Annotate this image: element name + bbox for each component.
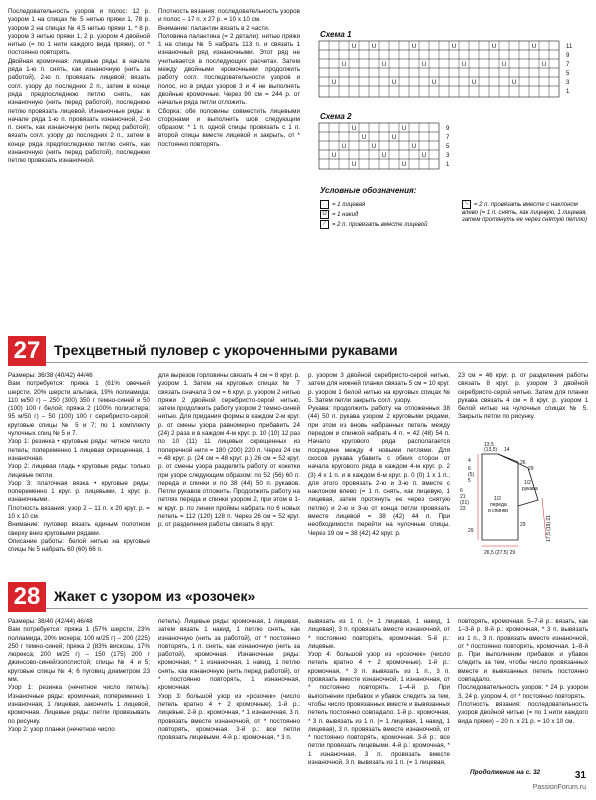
schematic-label: 4: [468, 458, 471, 464]
svg-text:U: U: [511, 80, 517, 86]
yarn-over-symbol-icon: U: [320, 210, 329, 219]
svg-text:U: U: [471, 80, 477, 86]
schema-1-row-label: 1: [566, 89, 570, 95]
schematic-label: 23: [460, 506, 466, 512]
schema-2-row-label: 3: [446, 153, 450, 159]
legend-k2tog: ⟋ = 2 п. провязать вместе лицевой: [320, 220, 460, 230]
svg-text:U: U: [401, 162, 407, 168]
continued-note: Продолжение на с. 32: [470, 769, 541, 776]
svg-text:U: U: [381, 62, 387, 68]
legend-knit: = 1 лицевая: [320, 200, 450, 210]
svg-text:U: U: [371, 144, 377, 150]
text-column-1-mid: Размеры: 36/38 (40/42) 44/46 Вам потребуется: пряжа 1 (61% овечьей шерсти, 20% шерсти альпака, 19% полиамида; 110 м/50 г) – 250 (300) 350 г темно-синей и 50 (100) 100 г белой; пряжа 2 (100% полиэстера; 95 м/50 г) – 50 (100) 100 г серебристо-серой; круговые спицы № 5 и 7; по 1 комплекту чулочных спиц № 5 и 7. Узор 1: резинка • круговые ряды: четное число петель; попеременно 1 лицевая скрещенная, 1 изнаночная. Узор 2: лицевая гладь • круговые ряды: только лицевые петли. Узор 3: платочная вязка • круговые ряды: попеременно 1 круг. р. лицевыми, 1 круг. р. изнаночными. Плотность вязания: узор 2 – 11 п. х 20 круг. р. = 10 х 10 см. Внимание: пуловер вязать единым полотном сверху вниз круговыми рядами. Описание работы: белой нитью на круговые спицы № 5 набрать 60 (60) 66 п.: [8, 372, 150, 554]
svg-text:U: U: [431, 80, 437, 86]
legend-ssk: ⟍ = 2 п. провязать вместе с наклоном влево (= 1 п. снять, как лицевую, 1 лицевая, затем протянуть ее через снятую петлю): [462, 201, 588, 224]
svg-text:U: U: [351, 162, 357, 168]
svg-text:U: U: [341, 62, 347, 68]
ssk-symbol-icon: ⟍: [462, 200, 471, 209]
schema-1-row-label: 5: [566, 71, 570, 77]
schematic-label: 1/2: [494, 496, 501, 502]
section-28-banner: [8, 582, 588, 612]
schematic-label: 29: [520, 522, 526, 528]
schematic-label: 29: [468, 528, 474, 534]
text-column-2-mid: для вырезов горловины связать 4 см = 8 круг. р. узором 1. Затем на круговых спицах № 7 связать сначала 3 см = 6 круг. р. узором 2 нитью пряжи 2 двойной серебристо-серой нитью, затем продолжить работу узором 2 темно-синей нитью. Для придания формы в каждом 2-м круг. р. от смены узора равномерно прибавить 24 (24) 2 раза и в каждом 4-м круг. р. 10 (10) 12 раз по 10 (11) 11 лицевых скрещенных из поперечной нити = 180 (200) 220 п. Через 24 см = 48 круг. р. (24 см = 48 круг. р.) 26 см = 52 круг. р. от смены узора разделить работу от кокетки при узоре следующим образом: по 52 (56) 60 п. переда и спинки и по 38 (44) 50 п. рукавов. Петли рукавов отложить. Продолжить работу на петлях переда и спинки узором 2, при этом в 1-м круг. р. по линии проймы набрать по 6 новых петель = 112 (120) 128 п. Через 26 см = 52 круг. р. от разделения работы связать 8 круг.: [158, 372, 302, 529]
schema-1-row-label: 7: [566, 62, 570, 68]
schema-1-row-label: 9: [566, 53, 570, 59]
schema-2-row-label: 7: [446, 135, 450, 141]
svg-text:U: U: [491, 44, 497, 50]
schematic-label: 5: [468, 478, 471, 484]
section-28-rule: [46, 608, 588, 609]
schematic-label: рукава: [522, 486, 538, 492]
schema-1-title: Схема 1: [320, 30, 352, 39]
text-column-3-bot: вывязать из 1 п. (= 1 лицевая, 1 накид, 1 лицевая), 3 п. провязать вместе изнаночной, от * постоянно повторять, кромочная. 5-й р.: лицевые. Узор 4: большой узор из «розочек» (число петель кратно 4 + 2 кромочные). 1-й р.: кромочная, * 3 п. вывязать из 1 п., 3 п. провязать вместе изнаночной, 1 изнаночная, от * постоянно повторять. 1–4-й р. При выполнении прибавок и убавок следить за тем, чтобы число провязанных вместе и вывязанных петель постоянно совпадало. 1-й р.: кромочная, * 3 п. вывязать из 1 п. (= 1 лицевая, 1 накид, 1 лицевая), 3 п. провязать вместе изнаночной, от * постоянно повторять, кромочная. 3-й р.: все петли провязать лицевыми. 4-й р.: кромочная, * 1 изнаночная, 3 п. провязать вместе изнаночной, 3 п. вывязать из 1 п. (= 1 лицевая,: [308, 618, 450, 767]
site-watermark: PassionForum.ru: [532, 784, 586, 791]
text-column-4-bot: повторять, кромочная. 5–7-й р.: вязать, как 1–3-й р. 8-й р.: кромочная, * 3 п. вывязать из 1 п., 3 п. провязать вместе изнаночной, от * постоянно повторять, кромочная. 1–8-й р. При выполнении прибавок и убавок следить за тем, чтобы число провязанных вместе и вывязанных петель постоянно совпадало. Последовательность узоров: * 24 р. узором 3, 24 р. узором 4, от * постоянно повторять. Плотность вязания: последовательность узоров двойной нитью (= по 1 нити каждого вида пряжи) – 20 п. х 21 р. = 10 х 10 см.: [458, 618, 588, 725]
schematic-label: (13,5): [484, 447, 498, 453]
section-28-number: 28: [8, 582, 46, 612]
schema-2-grid: [318, 122, 588, 172]
schema-2-row-label: 1: [446, 162, 450, 168]
svg-text:U: U: [421, 62, 427, 68]
svg-text:U: U: [351, 126, 357, 132]
text-column-2-bot: петель). Лицевые ряды: кромочная, 1 лицевая, затем вязать 1 накид, 1 петлю снять, как изнаночную (нить за работой), от * постоянно повторять, 1 п. снять, как изнаночную (нить за работой), кромочная. Изнаночные ряды: кромочная, * 1 изнаночная, 1 накид, 1 петлю снять, как изнаночную (нить перед работой), от * постоянно повторять, 1 изнаночная, кромочная. Узор 3: большой узор из «розочек» (число петель кратно 4 + 2 кромочные). 1-й р.: лицевые. 2-й р.: кромочная, * 1 изнаночная, 3 п. провязать вместе изнаночной, от * постоянно повторять, кромочная. 3-й р.: все петли провязать лицевыми. 4-й р.: кромочная, * 3 п.: [158, 618, 300, 742]
schematic-label: и спинки: [488, 508, 508, 514]
schematic-label: 26: [520, 460, 526, 466]
page-number: 31: [574, 770, 586, 781]
schematic-label: (5): [468, 472, 475, 478]
svg-text:U: U: [361, 135, 367, 141]
svg-text:U: U: [371, 44, 377, 50]
svg-text:U: U: [391, 135, 397, 141]
schematic-label: 29: [528, 466, 534, 472]
svg-text:U: U: [541, 62, 547, 68]
schema-1-grid: [318, 40, 588, 100]
schematic-label: (21): [460, 500, 469, 506]
legend-yarn-over: U = 1 накид: [320, 210, 450, 220]
svg-text:U: U: [421, 153, 427, 159]
svg-text:U: U: [381, 153, 387, 159]
svg-text:U: U: [401, 126, 407, 132]
schematic-label: переда: [490, 502, 507, 508]
section-27-banner: [8, 336, 588, 366]
schematic-label: 6: [460, 488, 463, 494]
schematic-label: 1/2: [524, 480, 531, 486]
svg-text:U: U: [331, 80, 337, 86]
schematic-label: 17,5 (19) 21: [546, 515, 552, 542]
k2tog-symbol-icon: ⟋: [320, 220, 329, 229]
text-column-4-mid: 23 см = 46 круг. р. от разделения работы связать 8 круг. р. узором 3 двойной серебристо-серой нитью. Затем для планки рукава связать 4 см = 8 круг. р. узором 1 белой нитью на чулочных спицах № 5. Закрыть петли по рисунку.: [458, 372, 590, 421]
text-column-1-top: Последовательность узоров и полос: 12 р. узором 1 на спицах № 5 нитью пряжи 1, 78 р. узором 2 на спицах № 4,5 нитью пряжи 1, * 8 р. узором 3 нитью пряжи 1, 2 р. узором 4 двойной нитью (= по 1 нити каждого вида пряжи), от * постоянно повторять. Двойная кромочная: лицевые ряды: в начале ряда 1-ю п. снять, как изнаночную (нить за работой), 2-ю п. провязать лицевой; вязать согл. узору до последних 2 п., затем в конце ряда предпоследнюю петлю снять, как изнаночную (нить перед работой), последнюю петлю провязать лицевой. Изнаночные ряды: в начале ряда 1-ю п. провязать изнаночной, 2-ю п. снять, как изнаночную (нить перед работой); вязать согл. узору до последних 2 п., затем в конце ряда предпоследнюю петлю снять, как изнаночную (нить перед работой), последнюю петлю провязать изнаночной.: [8, 8, 150, 165]
svg-text:U: U: [391, 80, 397, 86]
svg-text:U: U: [351, 44, 357, 50]
schema-2-row-label: 5: [446, 144, 450, 150]
svg-text:U: U: [331, 153, 337, 159]
svg-text:U: U: [461, 62, 467, 68]
svg-text:U: U: [411, 144, 417, 150]
knit-symbol-icon: [320, 200, 329, 209]
svg-text:U: U: [411, 44, 417, 50]
schema-1-row-label: 3: [566, 80, 570, 86]
svg-text:U: U: [341, 144, 347, 150]
svg-text:U: U: [451, 44, 457, 50]
schema-1-row-label: 11: [566, 44, 573, 50]
schema-2-title: Схема 2: [320, 112, 352, 121]
text-column-1-bot: Размеры: 38/40 (42/44) 46/48 Вам потребуется: пряжа 1 (57% шерсти, 23% полиамида, 20% мохера; 100 м/25 г) – 200 (225) 250 г темно-синей; пряжа 2 (83% вискозы, 17% люрекса; 200 м/25 г) – 150 (175) 200 г джинсово-синей/золотистой; спицы № 4 и 5; круговые спицы № 4; 6 пуговиц диаметром 23 мм. Узор 1: резинка (нечетное число петель): Изнаночные ряды: кромочная, попеременно 1 изнаночная, 1 лицевая, закончить 1 лицевой, кромочная. Лицевые ряды: петли провязывать по рисунку. Узор 2: узор планки (нечетное число: [8, 618, 150, 733]
svg-text:U: U: [531, 44, 537, 50]
garment-schematic: [458, 440, 590, 572]
svg-text:U: U: [501, 62, 507, 68]
schematic-label: 13,5: [484, 442, 494, 448]
section-28-title: Жакет с узором из «розочек»: [54, 588, 256, 604]
text-column-3-mid: р. узором 3 двойной серебристо-серой нитью, затем для нижней планки связать 5 см = 10 круг. р. узором 1 белой нитью на круговых спицах № 5. Затем петли закрыть согл. узору. Рукава: продолжить работу на отложенных 38 (44) 50 п. рукава узором 2 круговыми рядами, при этом из вновь набранных петель между передом и спинкой набрать 4 п. = 42 (48) 54 п. Начало кругового ряда располагается посредине между 4 новыми петлями. Для скосов рукава убавить с обеих сторон от начала кругового ряда в каждом 4-м круг. р. 2 (3) 4 х 1 п. и в каждом 6-м круг. р. 0 (0) 1 х 1 п., для этого провязать 2-ю и 3-ю п. вместе с наклоном влево (= 1 п. снять, как лицевую, 1 лицевая, затем протянуть ее через снятую петлю) и 2-ю и 3-ю от конца петли провязать вместе лицевой = 38 (42) 44 п. При необходимости перейти на чулочные спицы. Через 19 см = 38 (42) 42 круг. р.: [308, 372, 450, 537]
legend-title: Условные обозначения:: [320, 186, 417, 195]
section-27-number: 27: [8, 336, 46, 366]
schematic-label: 26,5 (27,5) 29: [484, 550, 516, 556]
section-27-title: Трехцветный пуловер с укороченными рукавами: [54, 342, 398, 358]
text-column-2-top: Плотность вязания: последовательность узоров и полос – 17 п. х 27 р. = 10 х 10 см. Внимание: палантин вязать в 2 части. Половина палантина (= 2 детали): нитью пряжи 1 на спицы № 5 набрать 113 п. и связать 1 изнаночный ряд изнаночными. Этот ряд не учитывается в последующих расчетах. Затем между двойными кромочными продолжить работу согл. последовательности узоров и полос, но в рядах узоров 3 и 4 не выполнять двойные кромочные. Через 90 см = 244 р. от начальн ряда петли отложить. Сборка: обе половины совместить лицевыми сторонами и выполнить шов следующим образом: * 1 п. одной спицы провязать с 1 п. второй спицы вместе лицевой и закрыть, от * постоянно повторять.: [158, 8, 300, 148]
schematic-label: 14: [504, 447, 510, 453]
section-27-rule: [46, 362, 588, 363]
schema-2-row-label: 9: [446, 126, 450, 132]
schematic-label: 21: [460, 494, 466, 500]
schematic-label: 6: [468, 466, 471, 472]
